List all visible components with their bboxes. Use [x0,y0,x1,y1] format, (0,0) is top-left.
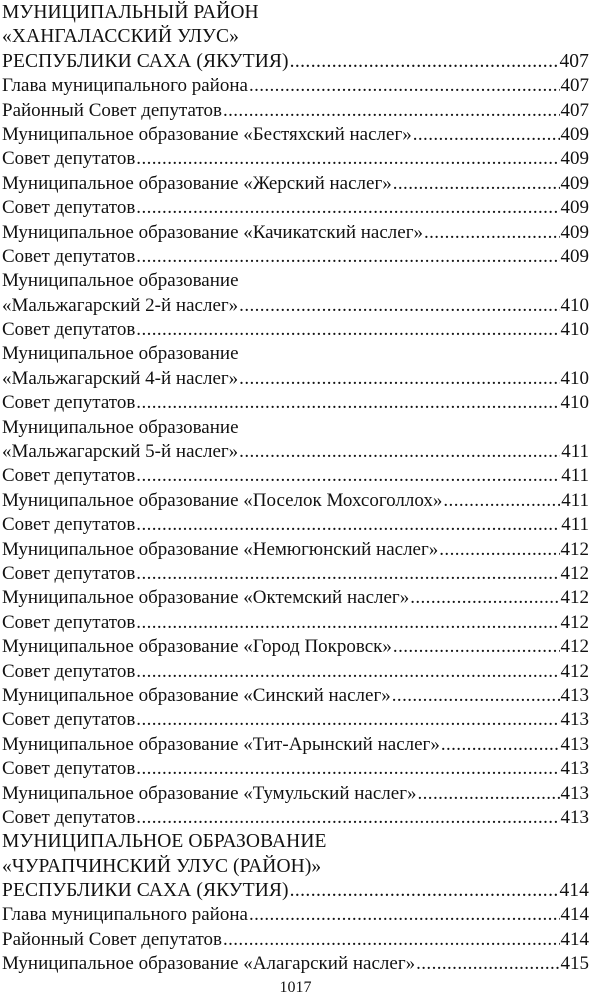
toc-entry-page: 412 [560,660,589,682]
toc-entry-title: Районный Совет депутатов [2,99,222,121]
toc-entry [2,684,589,708]
dot-leader [249,903,560,927]
dot-leader [136,660,559,684]
toc-entry [2,708,589,732]
toc-entry-page: 412 [560,587,589,609]
toc-entry-title: РЕСПУБЛИКИ САХА (ЯКУТИЯ) [2,50,289,72]
toc-entry-page: 413 [560,733,589,755]
toc-entry-title: Совет депутатов [2,465,136,487]
toc-entry-title: Муниципальное образование «Немюгюнский наслег» [2,538,439,560]
toc-entry [2,782,589,806]
page-number: 1017 [279,979,312,996]
dot-leader [136,562,559,586]
toc-entry-title: Совет депутатов [2,806,136,828]
toc-entry-page: 409 [560,148,589,170]
toc-entry-page: 409 [560,245,589,267]
dot-leader [290,879,559,903]
toc-entry-title: «Мальжагарский 4-й наслег» [2,367,239,389]
toc-entry-title: Муниципальное образование «Тумульский наслег» [2,782,417,804]
toc-entry-title: Совет депутатов [2,660,136,682]
toc-entry-title: Совет депутатов [2,245,136,267]
toc-entry [2,586,589,610]
toc-entry-title: Глава муниципального района [2,75,248,97]
toc-entry-title: Муниципальное образование «Синский наслег» [2,684,391,706]
toc-entry-page: 407 [560,75,589,97]
toc-entry-title: МУНИЦИПАЛЬНЫЙ РАЙОН [2,2,259,23]
toc-entry-page: 412 [560,636,589,658]
toc-entry [2,611,589,635]
toc-entry-title: «ЧУРАПЧИНСКИЙ УЛУС (РАЙОН)» [2,855,322,877]
toc-entry-title: Совет депутатов [2,709,136,731]
toc-entry-title: МУНИЦИПАЛЬНОЕ ОБРАЗОВАНИЕ [2,831,327,853]
toc-entry-page: 409 [560,221,589,243]
dot-leader [136,147,559,171]
table-of-contents [2,1,589,977]
toc-entry-title: Совет депутатов [2,611,136,633]
toc-entry-page: 409 [560,123,589,145]
toc-entry-title: Муниципальное образование «Алагарский наслег» [2,953,416,975]
toc-entry [2,50,589,74]
toc-entry-title: «ХАНГАЛАССКИЙ УЛУС» [2,26,239,48]
dot-leader [424,221,560,245]
dot-leader [136,464,560,488]
toc-entry-title: Совет депутатов [2,758,136,780]
toc-entry-title: Муниципальное образование «Жерский наслег» [2,172,392,194]
toc-entry [2,635,589,659]
dot-leader [239,294,559,318]
toc-entry-title: Глава муниципального района [2,904,248,926]
toc-entry-page: 412 [560,538,589,560]
dot-leader [223,928,560,952]
toc-entry-title: Муниципальное образование «Бестяхский наслег» [2,123,412,145]
dot-leader [441,733,560,757]
toc-entry-title: Совет депутатов [2,319,136,341]
toc-entry [2,391,589,415]
toc-entry [2,952,589,976]
toc-entry-title: Муниципальное образование «Город Покровск» [2,636,392,658]
toc-entry [2,99,589,123]
toc-entry-page: 410 [560,367,589,389]
toc-entry [2,757,589,781]
toc-entry-page: 413 [560,782,589,804]
toc-entry [2,294,589,318]
toc-entry-page: 410 [560,294,589,316]
toc-entry-title: Совет депутатов [2,392,136,414]
toc-entry [2,416,589,440]
dot-leader [393,635,560,659]
dot-leader [223,99,560,123]
dot-leader [136,806,559,830]
toc-entry-title: «Мальжагарский 2-й наслег» [2,294,239,316]
toc-entry-page: 411 [561,514,589,536]
toc-entry [2,318,589,342]
dot-leader [239,440,560,464]
toc-entry-page: 411 [561,465,589,487]
toc-entry [2,172,589,196]
toc-entry [2,25,589,49]
dot-leader [416,952,559,976]
toc-entry-title: Совет депутатов [2,197,136,219]
dot-leader [249,74,560,98]
toc-entry [2,538,589,562]
dot-leader [136,196,559,220]
toc-entry-title: Совет депутатов [2,562,136,584]
toc-entry-page: 410 [560,392,589,414]
toc-entry [2,733,589,757]
dot-leader [393,172,560,196]
toc-entry [2,928,589,952]
dot-leader [413,123,560,147]
dot-leader [136,391,559,415]
toc-entry-title: РЕСПУБЛИКИ САХА (ЯКУТИЯ) [2,880,289,902]
dot-leader [136,513,560,537]
toc-entry-title: Муниципальное образование «Поселок Мохсоголлох» [2,489,443,511]
toc-entry [2,74,589,98]
toc-entry-page: 410 [560,319,589,341]
toc-entry-title: Совет депутатов [2,148,136,170]
toc-entry [2,1,589,25]
toc-entry-page: 411 [561,441,589,463]
toc-entry-page: 412 [560,562,589,584]
dot-leader [136,245,559,269]
dot-leader [439,538,559,562]
toc-entry-page: 412 [560,611,589,633]
toc-entry [2,147,589,171]
toc-entry-title: Муниципальное образование «Октемский наслег» [2,587,410,609]
toc-entry-page: 414 [560,928,589,950]
dot-leader [392,684,560,708]
toc-entry-title: Районный Совет депутатов [2,928,222,950]
toc-entry [2,806,589,830]
toc-entry-title: Совет депутатов [2,514,136,536]
toc-entry-title: Муниципальное образование «Качикатский наслег» [2,221,423,243]
dot-leader [410,586,559,610]
toc-entry-page: 407 [560,99,589,121]
toc-entry-title: Муниципальное образование «Тит-Арынский наслег» [2,733,440,755]
toc-entry-page: 413 [560,709,589,731]
toc-entry [2,269,589,293]
toc-entry [2,464,589,488]
toc-entry-page: 413 [560,806,589,828]
dot-leader [418,782,560,806]
toc-entry [2,440,589,464]
toc-entry [2,513,589,537]
toc-entry-page: 409 [560,172,589,194]
toc-entry-title: Муниципальное образование [2,416,239,438]
toc-entry-page: 407 [559,50,589,72]
dot-leader [136,757,559,781]
toc-entry [2,660,589,684]
toc-entry [2,367,589,391]
dot-leader [290,50,559,74]
toc-entry-title: «Мальжагарский 5-й наслег» [2,441,239,463]
toc-entry-page: 414 [560,904,589,926]
toc-entry-page: 411 [561,489,589,511]
toc-entry-page: 413 [560,684,589,706]
dot-leader [136,611,559,635]
toc-entry [2,123,589,147]
dot-leader [136,708,559,732]
toc-entry-title: Муниципальное образование [2,270,239,292]
dot-leader [136,318,559,342]
toc-entry-page: 413 [560,758,589,780]
toc-entry [2,342,589,366]
toc-entry [2,879,589,903]
toc-entry [2,903,589,927]
toc-entry [2,221,589,245]
toc-entry [2,489,589,513]
toc-entry [2,562,589,586]
toc-entry-page: 415 [560,953,589,975]
toc-entry [2,855,589,879]
dot-leader [239,367,559,391]
toc-entry-page: 414 [559,880,589,902]
toc-entry-title: Муниципальное образование [2,343,239,365]
toc-entry [2,830,589,854]
toc-entry-page: 409 [560,197,589,219]
toc-entry [2,245,589,269]
toc-entry [2,196,589,220]
dot-leader [443,489,560,513]
